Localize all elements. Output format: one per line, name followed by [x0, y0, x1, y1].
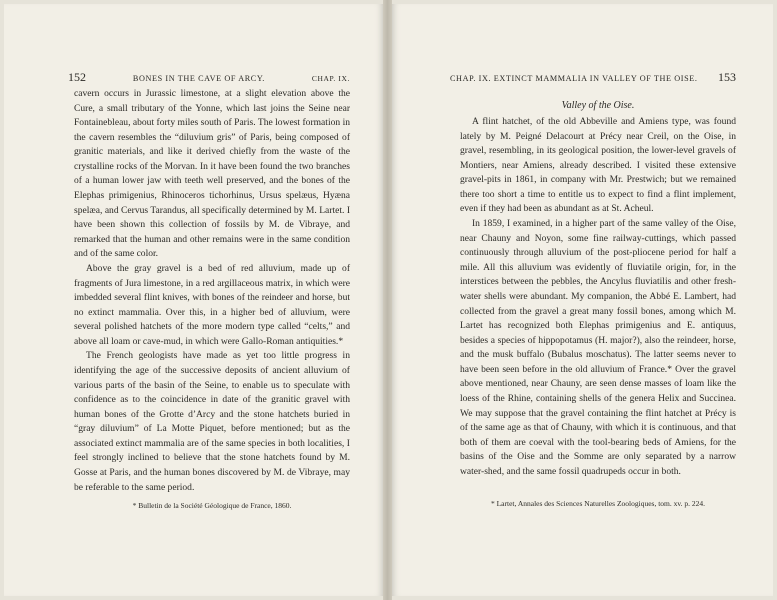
left-page-body: [74, 87, 350, 495]
right-page-body: [460, 115, 736, 479]
page-number: 152: [68, 70, 86, 84]
right-page: [392, 4, 773, 596]
paragraph: A flint hatchet, of the old Abbeville and Amiens type, was found lately by M. Peigné Delacourt at Précy near Creil, on the Oise, in gravel, resembling, in its geological position, the lower-level gravels of Montiers, near Amiens, already described. I visited these extensive gravel-pits in 1861, in company with Mr. Prestwich; but we remained there too short a time to entitle us to expect to find a flint implement, even if they had been as abundant as at St. Acheul.: [460, 116, 736, 215]
running-title: CHAP. IX. EXTINCT MAMMALIA IN VALLEY OF THE OISE.: [450, 74, 698, 83]
paragraph: The French geologists have made as yet too little progress in identifying the age of the successive deposits of ancient alluvium of various parts of the basin of the Seine, to enable us to speculate with confidence as to the coincidence in date of the granitic gravel with human bones of the Grotte d’Arcy and the stone hatchets buried in “gray diluvium” of La Motte Piquet, before mentioned; but as the associated extinct mammalia are of the same species in both localities, I feel strongly inclined to believe that the stone hatchets found by M. Gosse at Paris, and the human bones discovered by M. de Vibraye, may be referable to the same period.: [74, 350, 350, 493]
footnote: * Lartet, Annales des Sciences Naturelles Zoologiques, tom. xv. p. 224.: [490, 499, 706, 508]
paragraph: In 1859, I examined, in a higher part of the same valley of the Oise, near Chauny and Noyon, some fine railway-cuttings, which passed continuously through alluvium of the post-pliocene period for half a mile. All this alluvium was evidently of fluviatile origin, for, in the interstices between the pebbles, the Ancylus fluviatilis and other fresh-water shells were abundant. My companion, the Abbé E. Lambert, had collected from the gravel a great many fossil bones, among which M. Lartet has recognized both Elephas primigenius and E. antiquus, besides a species of hippopotamus (H. major?), also the reindeer, horse, and the musk buffalo (Bubalus moschatus). The latter seems never to have been seen before in the old alluvium of France.* Over the gravel above mentioned, near Chauny, are seen dense masses of loam like the loess of the Rhine, containing shells of the genera Helix and Succinea. We may suppose that the gravel containing the flint hatchet at Précy is of the same age as that of Chauny, with which it is continuous, and that both of them are coeval with the tool-bearing beds of Amiens, for the basins of the Oise and the Somme are only separated by a narrow water-shed, and the same fossil quadrupeds occur in both.: [460, 218, 736, 477]
page-number: 153: [718, 70, 736, 84]
chapter-label: CHAP. IX.: [311, 74, 350, 83]
left-page: [4, 4, 383, 596]
paragraph: cavern occurs in Jurassic limestone, at a slight elevation above the Cure, a small tributary of the Yonne, which last joins the Seine near Fontainebleau, about forty miles south of Paris. The lowest formation in the cavern resembles the “diluvium gris” of Paris, being composed of granitic materials, and like it derived chiefly from the waste of the crystalline rocks of the Morvan. In it have been found the two branches of a human lower jaw with teeth well preserved, and the bones of the Elephas primigenius, Rhinoceros tichorhinus, Ursus spelæus, Hyæna spelæa, and Cervus Tarandus, all specifically determined by M. Lartet. I have been shown this collection of fossils by M. de Vibraye, and remarked that the human and other remains were in the same condition and of the same color.: [74, 88, 350, 260]
right-page-header: [450, 70, 736, 85]
book-gutter: [383, 0, 392, 600]
footnote: * Bulletin de la Société Géologique de France, 1860.: [132, 501, 292, 510]
running-title: BONES IN THE CAVE OF ARCY.: [132, 74, 265, 83]
section-title: Valley of the Oise.: [561, 100, 635, 111]
paragraph: Above the gray gravel is a bed of red alluvium, made up of fragments of Jura limestone, in a red argillaceous matrix, in which were imbedded several flint knives, with bones of the reindeer and horse, but no extinct mammalia. Over this, in a higher bed of alluvium, were several polished hatchets of the more modern type called “celts,” and above all loam or cave-mud, in which were Gallo-Roman antiquities.*: [74, 262, 350, 347]
left-page-header: [68, 70, 350, 85]
